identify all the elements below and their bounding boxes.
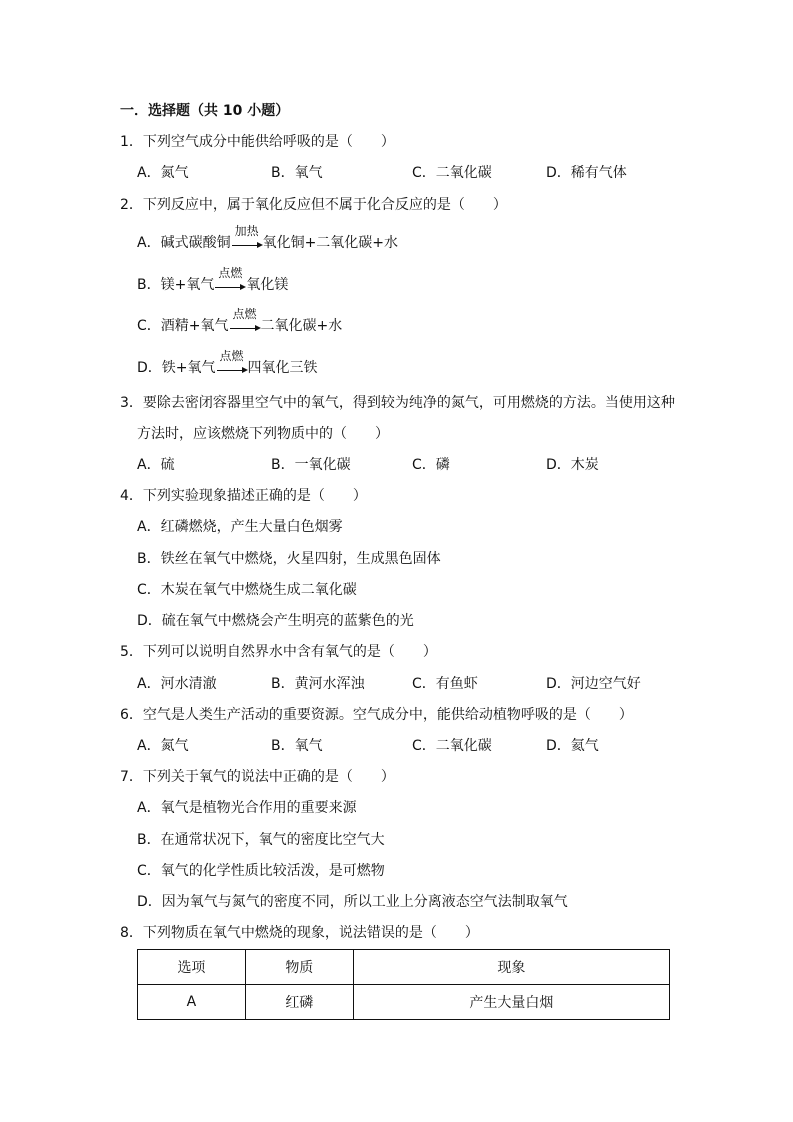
question-5-option-d: D．河边空气好 xyxy=(546,676,641,692)
question-3-option-d: D．木炭 xyxy=(546,457,599,473)
question-7-option-c: C．氧气的化学性质比较活泼，是可燃物 xyxy=(137,863,385,879)
question-4-option-b: B．铁丝在氧气中燃烧，火星四射，生成黑色固体 xyxy=(137,551,441,567)
question-3-stem-continued: 方法时，应该燃烧下列物质中的（ ） xyxy=(137,426,389,442)
reaction-products: 氧化镁 xyxy=(246,277,289,293)
reaction-arrow-icon xyxy=(215,266,245,295)
question-2-option-c xyxy=(137,307,343,336)
question-4-option-c: C．木炭在氧气中燃烧生成二氧化碳 xyxy=(137,582,357,598)
reaction-arrow-icon xyxy=(217,349,247,378)
reaction-condition: 加热 xyxy=(234,224,259,238)
table-cell: 红磷 xyxy=(245,985,353,1020)
question-8-stem: 8．下列物质在氧气中燃烧的现象，说法错误的是（ ） xyxy=(120,925,479,941)
question-1-option-a: A．氮气 xyxy=(137,165,189,181)
question-7-option-a: A．氧气是植物光合作用的重要来源 xyxy=(137,800,357,816)
reaction-arrow-icon xyxy=(230,307,260,336)
question-5-stem: 5．下列可以说明自然界水中含有氧气的是（ ） xyxy=(120,644,437,660)
question-3-stem: 3．要除去密闭容器里空气中的氧气，得到较为纯净的氮气，可用燃烧的方法。当使用这种 xyxy=(120,395,675,411)
question-5-option-b: B．黄河水浑浊 xyxy=(271,676,365,692)
question-3-option-a: A．硫 xyxy=(137,457,175,473)
table-cell: 产生大量白烟 xyxy=(353,985,669,1020)
reaction-condition: 点燃 xyxy=(218,266,243,280)
reaction-products: 四氧化三铁 xyxy=(247,360,318,376)
reaction-arrow-icon xyxy=(232,224,262,253)
question-5-option-a: A．河水清澈 xyxy=(137,676,217,692)
reaction-products: 氧化铜+二氧化碳+水 xyxy=(262,235,399,251)
question-1-option-d: D．稀有气体 xyxy=(546,165,627,181)
question-4-option-d: D．硫在氧气中燃烧会产生明亮的蓝紫色的光 xyxy=(137,613,414,629)
reaction-reactants: B．镁+氧气 xyxy=(137,277,215,293)
question-6-option-a: A．氮气 xyxy=(137,738,189,754)
question-6-stem: 6．空气是人类生产活动的重要资源。空气成分中，能供给动植物呼吸的是（ ） xyxy=(120,707,633,723)
question-6-option-c: C．二氧化碳 xyxy=(412,738,492,754)
question-1-stem: 1．下列空气成分中能供给呼吸的是（ ） xyxy=(120,134,395,150)
table-header-row xyxy=(138,950,670,985)
table-cell: A xyxy=(138,985,246,1020)
question-2-option-b xyxy=(137,266,289,295)
reaction-products: 二氧化碳+水 xyxy=(260,318,343,334)
question-1-option-c: C．二氧化碳 xyxy=(412,165,492,181)
question-7-stem: 7．下列关于氧气的说法中正确的是（ ） xyxy=(120,769,395,785)
question-2-option-a xyxy=(137,224,399,253)
table-header-cell: 选项 xyxy=(138,950,246,985)
question-6-option-b: B．氧气 xyxy=(271,738,323,754)
question-5-option-c: C．有鱼虾 xyxy=(412,676,478,692)
reaction-condition: 点燃 xyxy=(232,307,257,321)
question-2-stem: 2．下列反应中，属于氧化反应但不属于化合反应的是（ ） xyxy=(120,197,507,213)
reaction-reactants: A．碱式碳酸铜 xyxy=(137,235,231,251)
question-1-option-b: B．氧气 xyxy=(271,165,323,181)
table-header-cell: 现象 xyxy=(353,950,669,985)
section-title: 一．选择题（共 10 小题） xyxy=(120,103,290,119)
question-3-option-b: B．一氧化碳 xyxy=(271,457,351,473)
reaction-condition: 点燃 xyxy=(219,349,244,363)
reaction-reactants: D．铁+氧气 xyxy=(137,360,216,376)
question-3-option-c: C．磷 xyxy=(412,457,450,473)
question-8-table xyxy=(137,949,670,1020)
question-6-option-d: D．氦气 xyxy=(546,738,599,754)
question-4-option-a: A．红磷燃烧，产生大量白色烟雾 xyxy=(137,519,343,535)
question-7-option-d: D．因为氧气与氮气的密度不同，所以工业上分离液态空气法制取氧气 xyxy=(137,894,568,910)
table-header-cell: 物质 xyxy=(245,950,353,985)
table-row xyxy=(138,985,670,1020)
reaction-reactants: C．酒精+氧气 xyxy=(137,318,229,334)
question-7-option-b: B．在通常状况下，氧气的密度比空气大 xyxy=(137,832,385,848)
question-4-stem: 4．下列实验现象描述正确的是（ ） xyxy=(120,488,367,504)
question-2-option-d xyxy=(137,349,318,378)
